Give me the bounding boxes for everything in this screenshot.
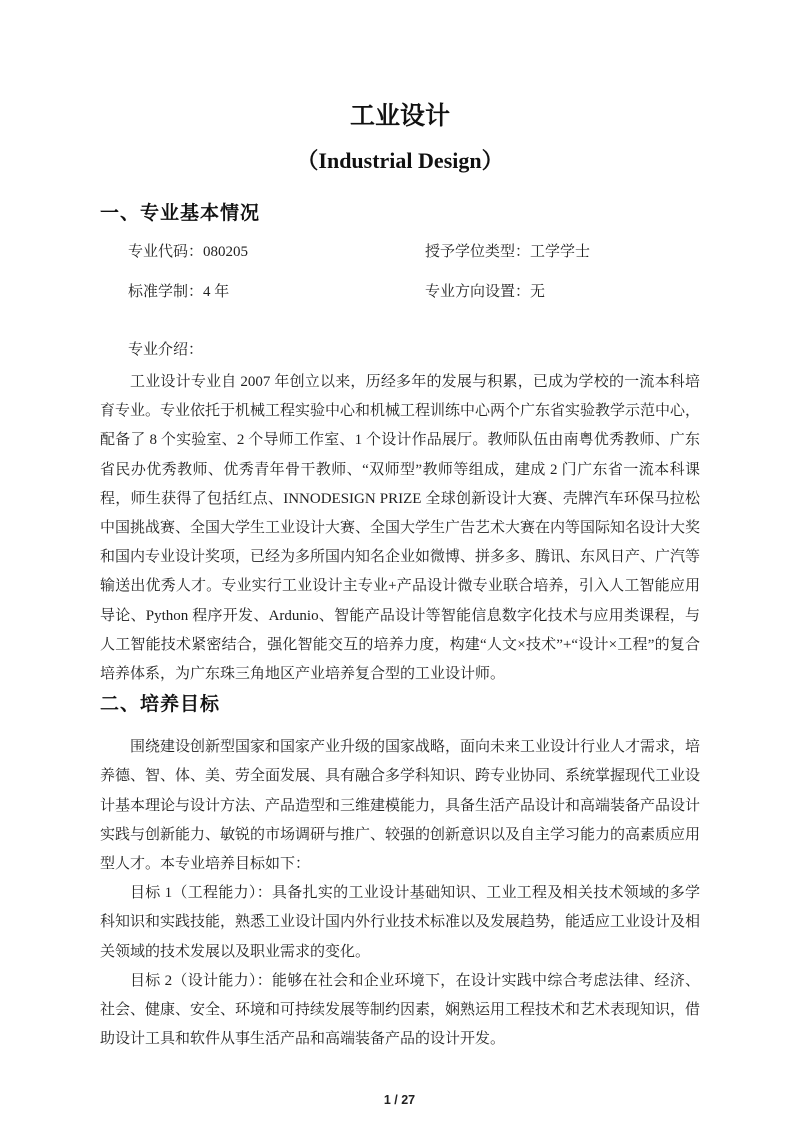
section-heading-basic-info: 一、专业基本情况: [100, 203, 261, 224]
page-number: 1 / 27: [383, 1093, 416, 1107]
field-value: 工学学士: [530, 244, 591, 260]
basic-info-fields: [128, 242, 700, 302]
field-major-code: [128, 242, 425, 262]
field-program-length: [128, 282, 425, 302]
field-label: 专业方向设置：: [425, 284, 531, 300]
field-label: 专业代码：: [128, 244, 204, 260]
field-label: 授予学位类型：: [425, 244, 531, 260]
field-degree-type: [425, 242, 700, 262]
intro-label: 专业介绍：: [128, 342, 204, 358]
document-subtitle: （Industrial Design）: [296, 148, 504, 173]
intro-paragraph: 工业设计专业自 2007 年创立以来，历经多年的发展与积累，已成为学校的一流本科培育专业。专业依托于机械工程实验中心和机械工程训练中心两个广东省实验教学示范中心，配备了 8 个实验室、2 个导师工作室、1 个设计作品展厅。教师队伍由南粤优秀教师、广东省民办优秀教师、优秀青年骨干教师、“双师型”教师等组成，建成 2 门广东省一流本科课程，师生获得了包括红点、INNODESIGN PRIZE 全球创新设计大赛、壳牌汽车环保马拉松中国挑战赛、全国大学生工业设计大赛、全国大学生广告艺术大赛在内等国际知名设计大奖和国内专业设计奖项，已经为多所国内知名企业如微博、拼多多、腾讯、东风日产、广汽等输送出优秀人才。专业实行工业设计主专业+产品设计微专业联合培养，引入人工智能应用导论、Python 程序开发、Ardunio、智能产品设计等智能信息数字化技术与应用类课程，与人工智能技术紧密结合，强化智能交互的培养力度，构建“人文×技术”+“设计×工程”的复合培养体系，为广东珠三角地区产业培养复合型的工业设计师。: [100, 374, 701, 683]
objective-goal-1-paragraph: 目标 1（工程能力）：具备扎实的工业设计基础知识、工业工程及相关技术领域的多学科知识和实践技能，熟悉工业设计国内外行业技术标准以及发展趋势，能适应工业设计及相关领域的技术发展以及职业需求的变化。: [100, 885, 701, 960]
field-label: 标准学制：: [128, 284, 204, 300]
section-heading-objectives: 二、培养目标: [100, 694, 221, 716]
document-title: 工业设计: [349, 102, 450, 130]
field-value: 080205: [203, 244, 249, 260]
field-specialization: [425, 282, 700, 302]
field-value: 4 年: [203, 284, 230, 300]
field-value: 无: [530, 284, 546, 300]
objective-goal-2-paragraph: 目标 2（设计能力）：能够在社会和企业环境下，在设计实践中综合考虑法律、经济、社会、健康、安全、环境和可持续发展等制约因素，娴熟运用工程技术和艺术表现知识，借助设计工具和软件从事生活产品和高端装备产品的设计开发。: [100, 972, 701, 1048]
objectives-lead-paragraph: 围绕建设创新型国家和国家产业升级的国家战略，面向未来工业设计行业人才需求，培养德、智、体、美、劳全面发展、具有融合多学科知识、跨专业协同、系统掌握现代工业设计基本理论与设计方法、产品造型和三维建模能力，具备生活产品设计和高端装备产品设计实践与创新能力、敏锐的市场调研与推广、较强的创新意识以及自主学习能力的高素质应用型人才。本专业培养目标如下：: [100, 739, 701, 873]
document-page: [100, 0, 700, 1054]
